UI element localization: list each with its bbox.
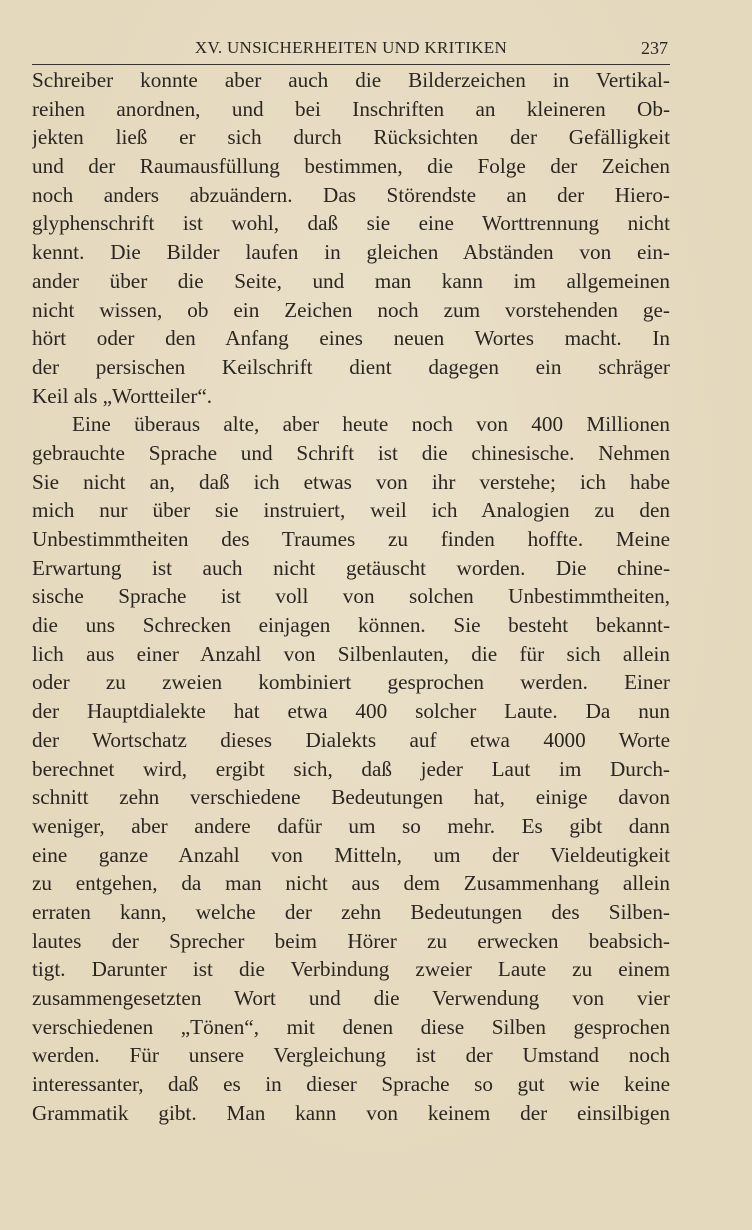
text-line: tigt. Darunter ist die Verbindung zweier Laute zu einem xyxy=(32,957,670,982)
text-line: ander über die Seite, und man kann im allgemeinen xyxy=(32,268,670,293)
text-line: eine ganze Anzahl von Mitteln, um der Vieldeutigkeit xyxy=(32,842,670,867)
text-line: reihen anordnen, und bei Inschriften an kleineren Ob- xyxy=(32,96,670,121)
text-line: der Wortschatz dieses Dialekts auf etwa 4000 Worte xyxy=(32,727,670,752)
text-line: jekten ließ er sich durch Rücksichten der Gefälligkeit xyxy=(32,125,670,150)
text-line: interessanter, daß es in dieser Sprache so gut wie keine xyxy=(32,1072,670,1097)
text-line: glyphenschrift ist wohl, daß sie eine Worttrennung nicht xyxy=(32,211,670,236)
text-line: Grammatik gibt. Man kann von keinem der einsilbigen xyxy=(32,1100,670,1125)
text-line: noch anders abzuändern. Das Störendste an der Hiero- xyxy=(32,182,670,207)
body-text xyxy=(32,66,670,1127)
text-line: und der Raumausfüllung bestimmen, die Folge der Zeichen xyxy=(32,154,670,179)
text-line: Erwartung ist auch nicht getäuscht worden. Die chine- xyxy=(32,555,670,580)
text-line: werden. Für unsere Vergleichung ist der Umstand noch xyxy=(32,1043,670,1068)
text-line: Schreiber konnte aber auch die Bilderzeichen in Vertikal- xyxy=(32,68,670,92)
text-line: sische Sprache ist voll von solchen Unbestimmtheiten, xyxy=(32,584,670,609)
page-header xyxy=(32,38,670,65)
text-line: Eine überaus alte, aber heute noch von 400 Millionen xyxy=(72,412,670,437)
text-line: berechnet wird, ergibt sich, daß jeder Laut im Durch- xyxy=(32,756,670,781)
text-line: Keil als „Wortteiler“. xyxy=(32,383,213,408)
text-line: lich aus einer Anzahl von Silbenlauten, die für sich allein xyxy=(32,641,670,666)
text-line: kennt. Die Bilder laufen in gleichen Abständen von ein- xyxy=(32,240,670,265)
text-line: der Hauptdialekte hat etwa 400 solcher Laute. Da nun xyxy=(32,699,670,724)
text-line: gebrauchte Sprache und Schrift ist die chinesische. Nehmen xyxy=(32,440,670,465)
text-line: zusammengesetzten Wort und die Verwendung von vier xyxy=(32,986,670,1010)
text-line: hört oder den Anfang eines neuen Wortes macht. In xyxy=(32,326,670,351)
text-line: zu entgehen, da man nicht aus dem Zusammenhang allein xyxy=(32,871,670,896)
page-number: 237 xyxy=(641,38,668,58)
text-line: weniger, aber andere dafür um so mehr. Es gibt dann xyxy=(32,813,670,838)
text-line: erraten kann, welche der zehn Bedeutungen des Silben- xyxy=(32,899,670,924)
text-line: der persischen Keilschrift dient dagegen ein schräger xyxy=(32,354,670,379)
text-line: schnitt zehn verschiedene Bedeutungen hat, einige davon xyxy=(32,785,670,810)
text-line: lautes der Sprecher beim Hörer zu erwecken beabsich- xyxy=(32,928,670,953)
text-line: verschiedenen „Tönen“, mit denen diese Silben gesprochen xyxy=(32,1014,670,1039)
text-line: nicht wissen, ob ein Zeichen noch zum vorstehenden ge- xyxy=(32,297,670,322)
text-line: mich nur über sie instruiert, weil ich Analogien zu den xyxy=(32,498,670,523)
running-title: XV. UNSICHERHEITEN UND KRITIKEN xyxy=(194,38,508,57)
text-line: Sie nicht an, daß ich etwas von ihr verstehe; ich habe xyxy=(32,469,670,494)
text-line: oder zu zweien kombiniert gesprochen werden. Einer xyxy=(32,670,670,695)
text-line: Unbestimmtheiten des Traumes zu finden hoffte. Meine xyxy=(32,527,670,551)
text-line: die uns Schrecken einjagen können. Sie besteht bekannt- xyxy=(32,613,670,638)
